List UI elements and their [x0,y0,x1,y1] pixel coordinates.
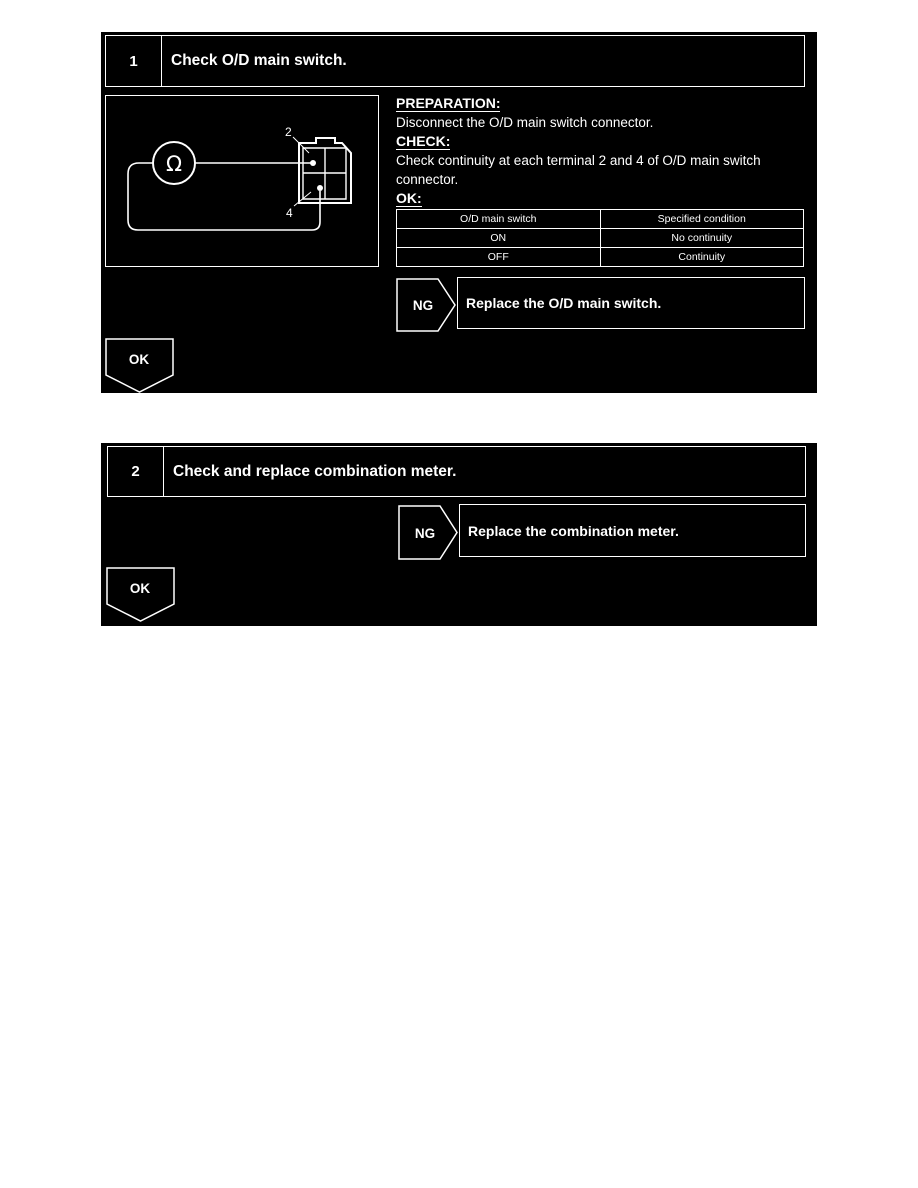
specified-condition-table [396,209,804,267]
terminal-4-label: 4 [286,206,293,220]
ohmmeter-connector-illustration [106,96,378,266]
table-row [397,248,804,267]
terminal-2 [310,160,316,166]
step-1-ng-action: Replace the O/D main switch. [457,277,805,329]
step-1-ng-button[interactable] [396,278,458,332]
step-1-ok-label: OK [128,352,150,367]
step-1-ok-button[interactable] [105,338,175,393]
continuity-test-diagram [105,95,379,267]
check-label: CHECK: [396,133,451,149]
step-1-header [105,35,805,87]
ok-label: OK: [396,190,422,206]
step-2-number: 2 [108,447,164,496]
table-header-cell: O/D main switch [397,210,601,229]
step-2-ng-label: NG [414,526,436,541]
step-1-panel [101,32,817,393]
step-2-title: Check and replace combination meter. [173,462,457,480]
table-cell: No continuity [600,229,804,248]
table-header-cell: Specified condition [600,210,804,229]
terminal-4 [317,185,323,191]
check-text: Check continuity at each terminal 2 and 4 of O/D main switch connector. [396,153,761,187]
preparation-text: Disconnect the O/D main switch connector. [396,115,654,130]
step-2-header [107,446,806,497]
table-row [397,229,804,248]
step-2-panel [101,443,817,626]
step-1-ng-label: NG [412,298,434,313]
step-1-instructions [396,94,806,208]
preparation-label: PREPARATION: [396,95,501,111]
step-2-ng-action: Replace the combination meter. [459,504,806,557]
table-header-row [397,210,804,229]
table-cell: Continuity [600,248,804,267]
step-2-ng-button[interactable] [398,505,460,560]
step-1-title: Check O/D main switch. [171,52,347,69]
step-1-number: 1 [106,36,162,86]
table-cell: OFF [397,248,601,267]
ohm-symbol: Ω [165,152,183,176]
step-2-ok-label: OK [129,581,151,596]
step-2-ok-button[interactable] [106,567,176,622]
table-cell: ON [397,229,601,248]
terminal-2-label: 2 [285,125,292,139]
